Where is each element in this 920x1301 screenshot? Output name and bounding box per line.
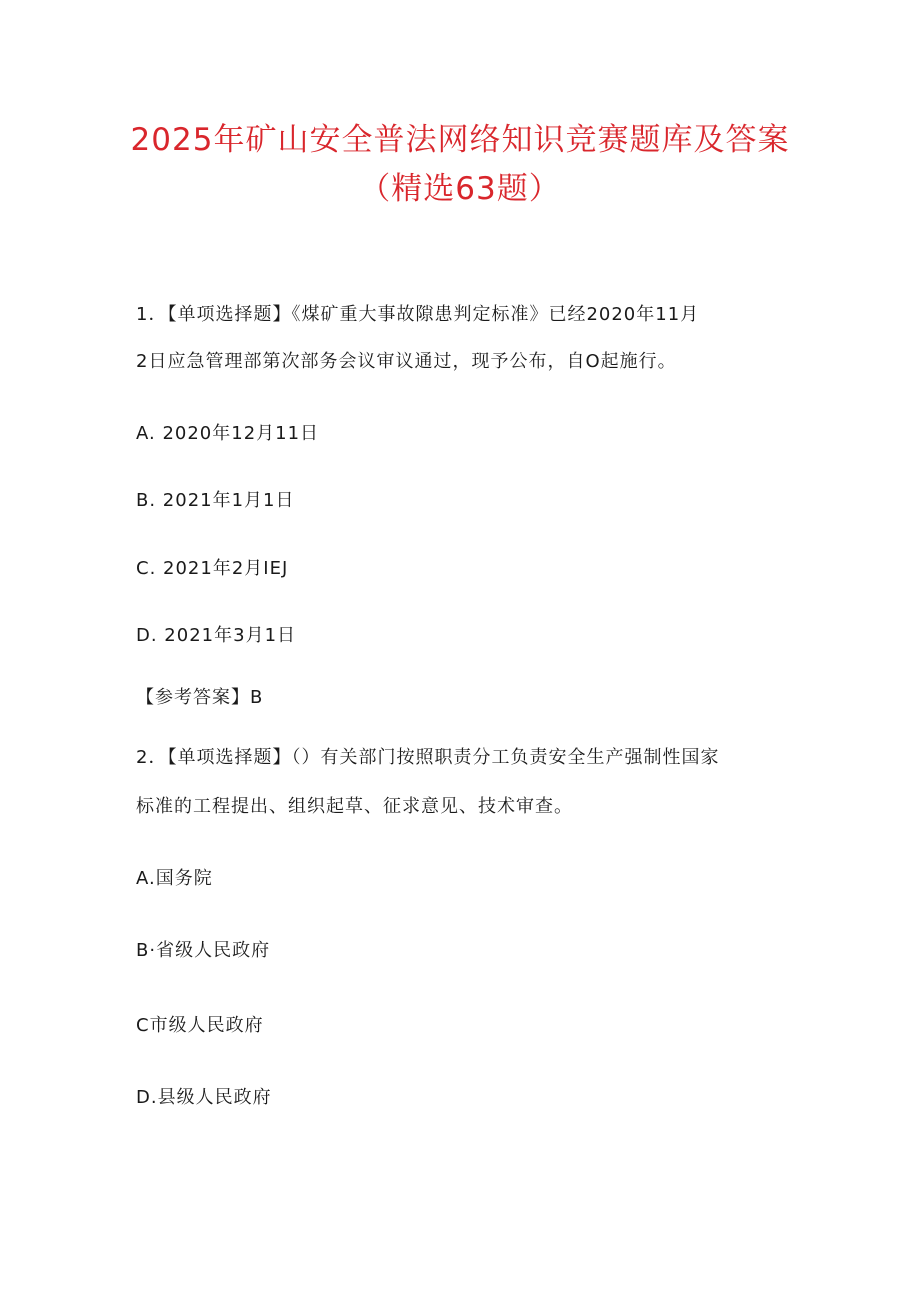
question-2-option-b: B·省级人民政府 (136, 940, 271, 961)
question-1-option-a: A. 2020年12月11日 (136, 423, 320, 444)
question-2-option-c: C市级人民政府 (136, 1015, 264, 1036)
title-line-1: 2025年矿山安全普法网络知识竞赛题库及答案 (130, 122, 790, 158)
question-2-option-d: D.县级人民政府 (136, 1087, 272, 1108)
question-2-option-a: A.国务院 (136, 868, 213, 889)
question-2-stem-line-2: 标准的工程提出、组织起草、征求意见、技术审查。 (136, 796, 573, 817)
question-1-option-b: B. 2021年1月1日 (136, 490, 295, 511)
question-1-stem-line-1: 1．【单项选择题】《煤矿重大事故隙患判定标准》已经2020年11月 (136, 304, 700, 325)
question-2-stem-line-1: 2．【单项选择题】（）有关部门按照职责分工负责安全生产强制性国家 (136, 747, 720, 768)
question-1-stem-line-2: 2日应急管理部第次部务会议审议通过，现予公布，自O起施行。 (136, 351, 677, 372)
question-1-option-d: D. 2021年3月1日 (136, 625, 297, 646)
question-1-answer: 【参考答案】B (136, 687, 264, 708)
question-1-option-c: C. 2021年2月IEJ (136, 558, 289, 579)
title-line-2: （精选63题） (359, 171, 561, 207)
